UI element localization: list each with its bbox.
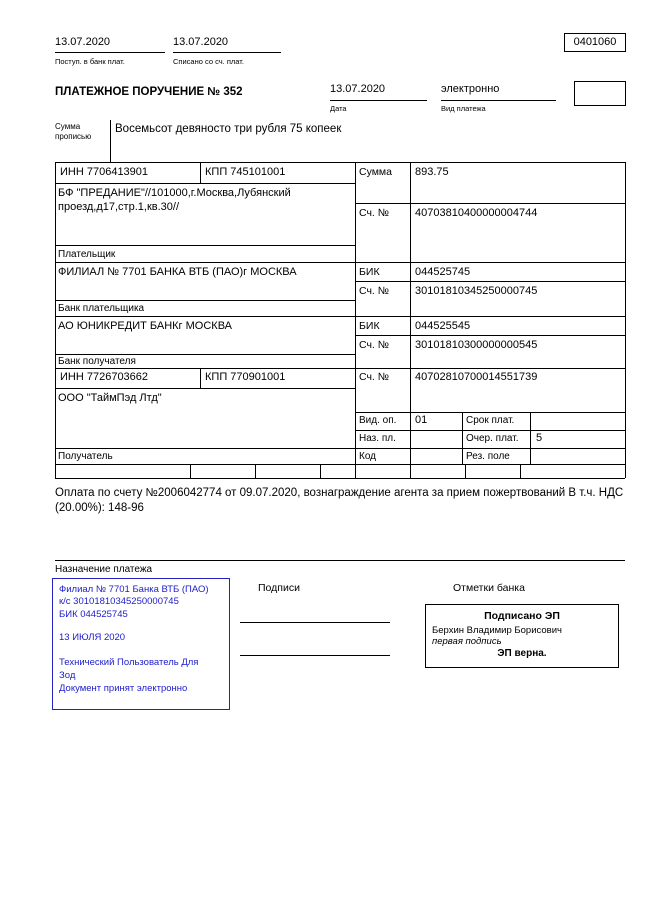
- payer-bank-bik: 044525745: [415, 266, 471, 278]
- divider: [55, 448, 625, 449]
- bank-acceptance-stamp: [52, 578, 230, 710]
- date-received-label: Поступ. в банк плат.: [55, 57, 125, 66]
- stamp-bik: БИК 044525745: [59, 608, 128, 620]
- signatures-label: Подписи: [258, 582, 300, 594]
- payee-account: 40702810700014551739: [415, 371, 538, 383]
- signature-line: [240, 655, 390, 656]
- payee-bank-bik: 044525545: [415, 320, 471, 332]
- document-date-field: [330, 83, 427, 101]
- payer-name: БФ "ПРЕДАНИЕ"//101000,г.Москва,Лубянский проезд,д17,стр.1,кв.30//: [58, 187, 291, 213]
- divider: [55, 262, 625, 263]
- divider: [55, 316, 625, 317]
- divider: [200, 368, 201, 388]
- divider: [55, 162, 56, 478]
- payer-inn: ИНН 7706413901: [60, 166, 149, 178]
- signature-line: [240, 622, 390, 623]
- priority-label: Очер. плат.: [466, 433, 519, 444]
- electronic-signature-stamp: [425, 604, 619, 668]
- amount-value: 893.75: [415, 166, 449, 178]
- payee-kpp: КПП 770901001: [205, 371, 286, 383]
- pay-term-label: Срок плат.: [466, 415, 515, 426]
- bank-marks-label: Отметки банка: [453, 582, 525, 594]
- stamp-bank-name: Филиал № 7701 Банка ВТБ (ПАО): [59, 584, 209, 595]
- payment-kind-field: [441, 83, 556, 101]
- divider: [55, 388, 355, 389]
- divider: [320, 464, 321, 478]
- payer-account-value: 40703810400000004744: [415, 207, 538, 219]
- document-date-label: Дата: [330, 104, 347, 113]
- amount-words-label: Сумма прописью: [55, 122, 92, 141]
- payment-purpose-label: Назначение платежа: [55, 564, 153, 575]
- divider: [355, 430, 625, 431]
- ep-title: Подписано ЭП: [484, 610, 560, 622]
- amount-words-value: Восемьсот девяносто три рубля 75 копеек: [115, 123, 342, 135]
- divider: [355, 162, 356, 478]
- form-code-box: [564, 33, 626, 52]
- divider: [190, 464, 191, 478]
- reserve-field-label: Рез. поле: [466, 451, 510, 462]
- payer-bank-name: ФИЛИАЛ № 7701 БАНКА ВТБ (ПАО)г МОСКВА: [58, 266, 297, 278]
- date-received: 13.07.2020: [55, 36, 111, 48]
- divider: [355, 281, 625, 282]
- divider: [200, 162, 201, 183]
- ep-signature-kind: первая подпись: [432, 636, 502, 647]
- date-debited-label: Списано со сч. плат.: [173, 57, 244, 66]
- divider: [55, 368, 625, 369]
- payee-section-label: Получатель: [58, 451, 113, 462]
- divider: [520, 464, 521, 478]
- payer-bank-account: 30101810345250000745: [415, 285, 538, 297]
- divider: [355, 203, 625, 204]
- divider: [462, 412, 463, 464]
- ep-valid-note: ЭП верна.: [497, 648, 547, 659]
- status-box: [574, 81, 626, 106]
- divider: [255, 464, 256, 478]
- divider: [55, 560, 625, 561]
- payee-name: ООО "ТаймПэд Лтд": [58, 392, 162, 404]
- divider: [55, 162, 625, 163]
- payment-kind: электронно: [441, 83, 500, 95]
- divider: [55, 300, 355, 301]
- payer-section-label: Плательщик: [58, 249, 116, 260]
- document-title: ПЛАТЕЖНОЕ ПОРУЧЕНИЕ № 352: [55, 86, 243, 98]
- divider: [55, 464, 625, 465]
- payer-bank-section-label: Банк плательщика: [58, 303, 145, 314]
- divider: [110, 120, 111, 162]
- payer-account-label: Сч. №: [359, 207, 390, 219]
- payee-account-label: Сч. №: [359, 371, 390, 383]
- payer-bank-account-label: Сч. №: [359, 285, 390, 297]
- date-received-field: [55, 36, 165, 53]
- date-debited: 13.07.2020: [173, 36, 229, 48]
- stamp-note: Документ принят электронно: [59, 683, 188, 695]
- form-code: 0401060: [573, 36, 617, 48]
- stamp-user: Технический Пользователь Для Зод: [59, 657, 199, 681]
- divider: [465, 464, 466, 478]
- divider: [355, 335, 625, 336]
- ep-signer-name: Берхин Владимир Борисович: [432, 625, 562, 636]
- amount-label: Сумма: [359, 166, 392, 178]
- payee-bank-account: 30101810300000000545: [415, 339, 538, 351]
- op-type-label: Вид. оп.: [359, 415, 397, 426]
- code-label: Код: [359, 451, 377, 462]
- stamp-date: 13 ИЮЛЯ 2020: [59, 632, 126, 644]
- divider: [410, 162, 411, 478]
- payee-bank-name: АО ЮНИКРЕДИТ БАНКг МОСКВА: [58, 320, 232, 332]
- divider: [625, 162, 626, 478]
- stamp-corr-account: к/с 30101810345250000745: [59, 596, 179, 608]
- payee-bank-account-label: Сч. №: [359, 339, 390, 351]
- document-date: 13.07.2020: [330, 83, 386, 95]
- payer-bank-bik-label: БИК: [359, 266, 380, 278]
- divider: [55, 183, 355, 184]
- payee-bank-bik-label: БИК: [359, 320, 380, 332]
- divider: [55, 354, 355, 355]
- purpose-code-label: Наз. пл.: [359, 433, 396, 444]
- payee-inn: ИНН 7726703662: [60, 371, 149, 383]
- priority-value: 5: [536, 432, 543, 444]
- divider: [530, 412, 531, 464]
- payment-purpose-text: Оплата по счету №2006042774 от 09.07.2020, вознаграждение агента за прием пожертвований В т.ч. НДС (20.00%): 148-96: [55, 487, 624, 514]
- op-type-value: 01: [415, 414, 428, 426]
- date-debited-field: [173, 36, 281, 53]
- payment-kind-label: Вид платежа: [441, 104, 486, 113]
- divider: [55, 478, 625, 479]
- divider: [355, 412, 625, 413]
- payer-kpp: КПП 745101001: [205, 166, 286, 178]
- payee-bank-section-label: Банк получателя: [58, 356, 136, 367]
- divider: [55, 245, 355, 246]
